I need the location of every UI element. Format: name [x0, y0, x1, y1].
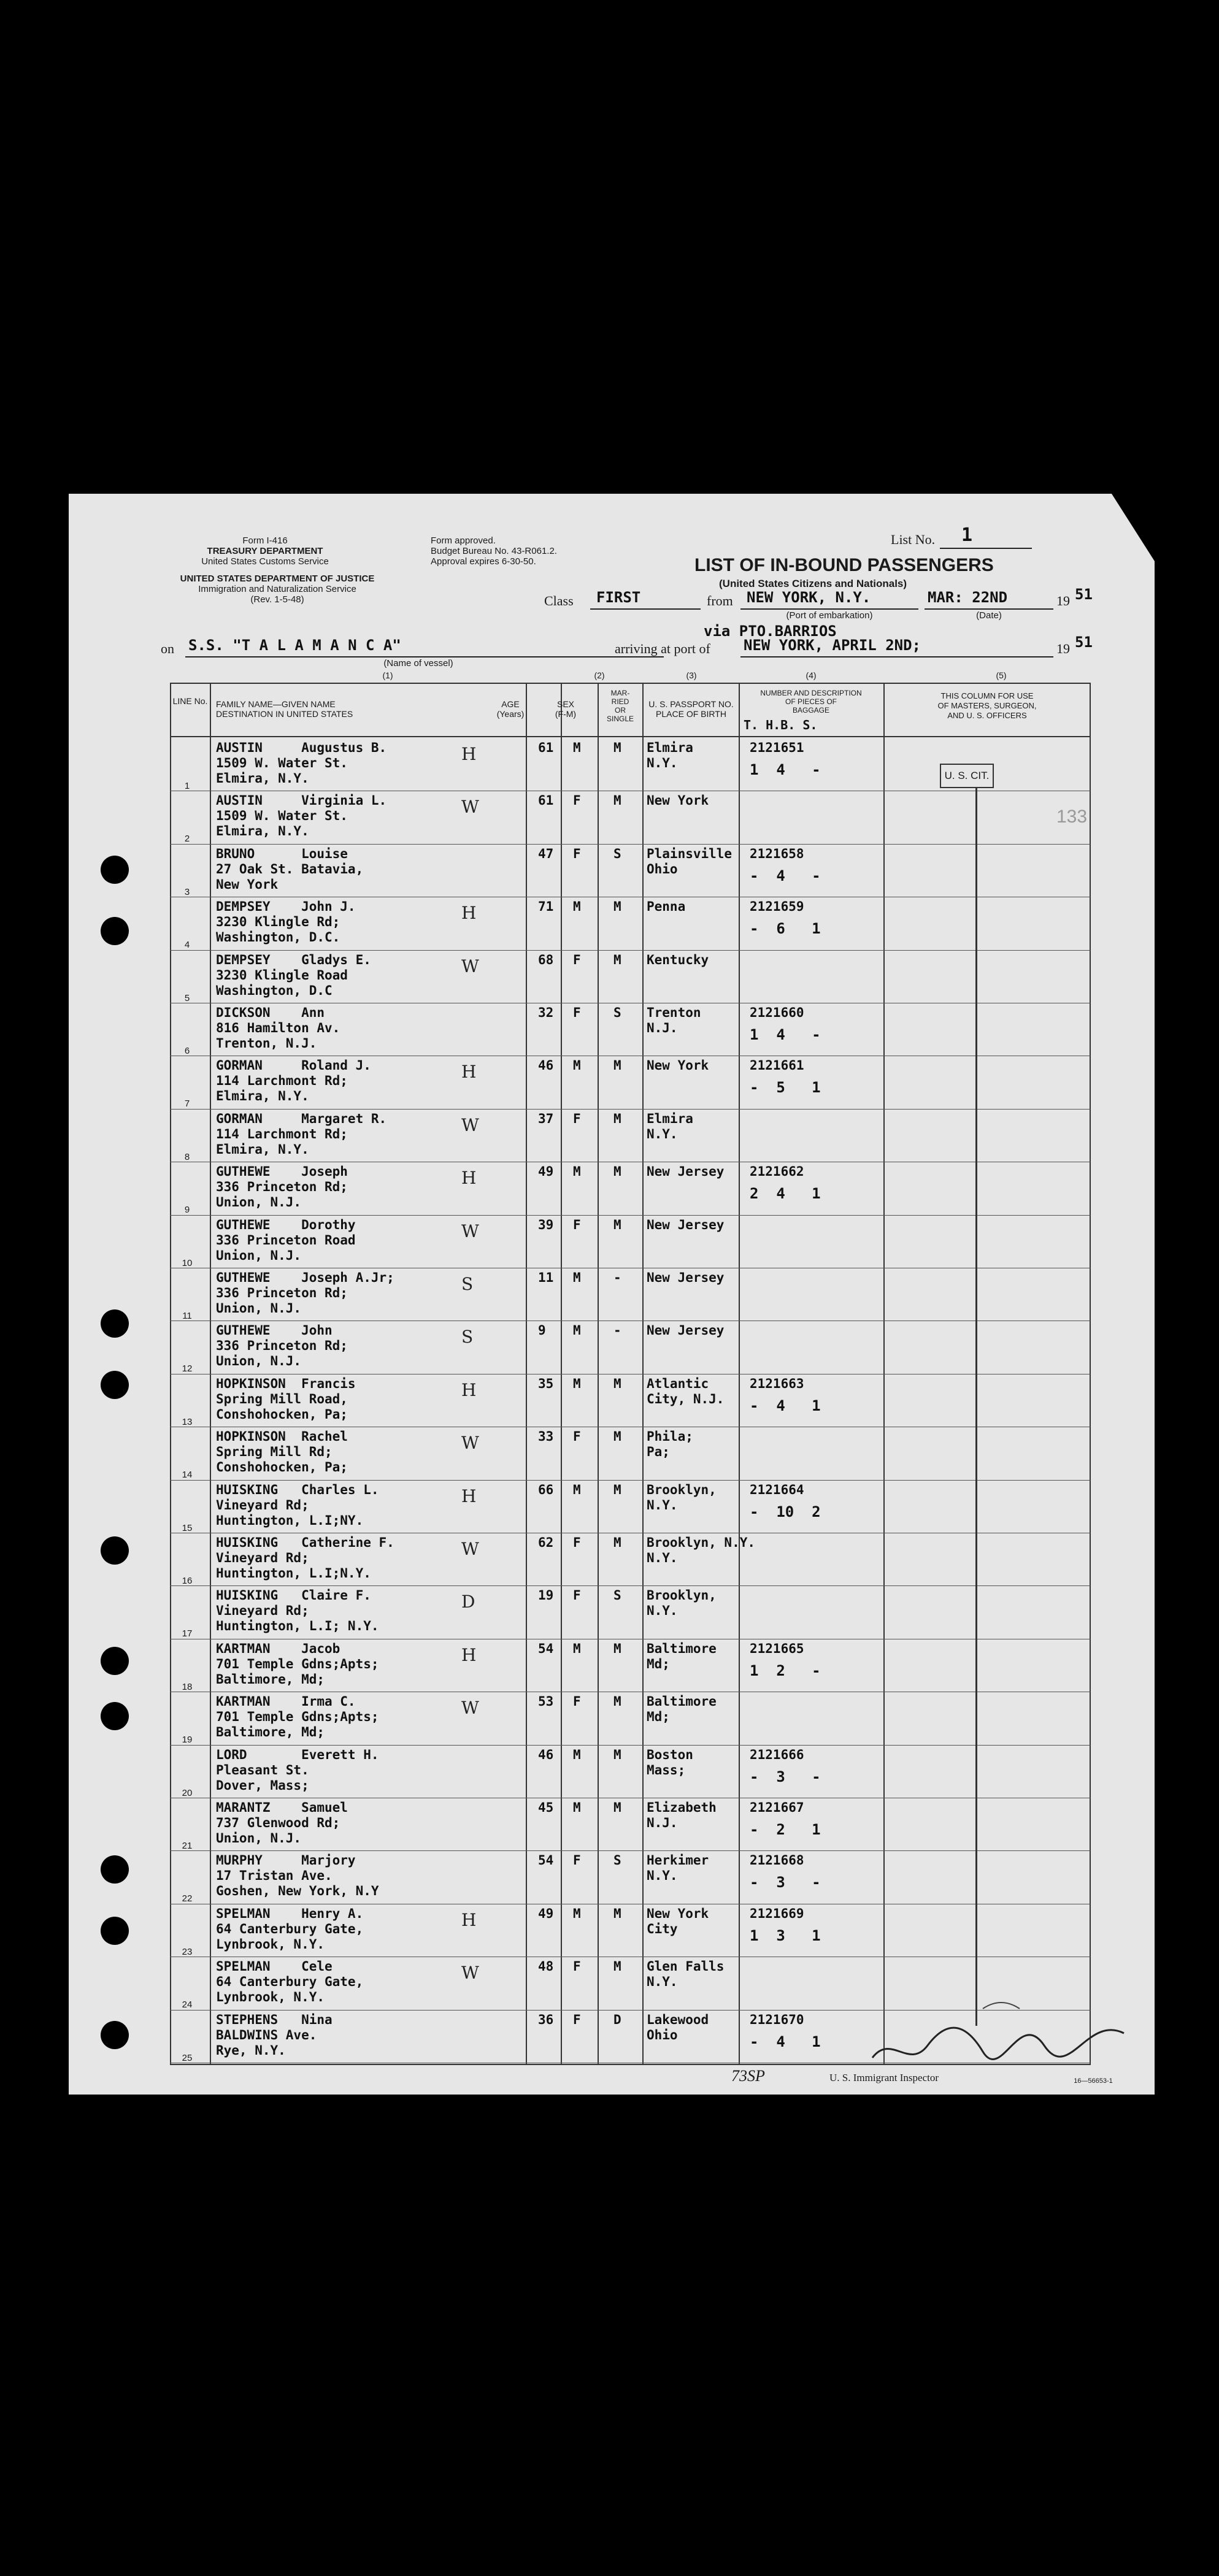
row-divider [170, 1585, 1090, 1586]
justice-dept: UNITED STATES DEPARTMENT OF JUSTICE [180, 573, 375, 584]
row-mark: W [461, 1539, 479, 1559]
date-caption: (Date) [976, 610, 1002, 621]
row-age: 68 [538, 952, 554, 967]
row-ms: M [613, 1164, 621, 1179]
date-underline [925, 608, 1053, 610]
baggage-letters: T. H.B. S. [744, 718, 818, 732]
revision: (Rev. 1-5-48) [250, 594, 304, 605]
row-bag: - 10 2 [750, 1503, 821, 1520]
row-pob: Brooklyn, N.Y. N.Y. [647, 1535, 756, 1565]
row-sex: F [573, 1111, 581, 1126]
punch-hole [101, 1536, 129, 1565]
row-line: 11 [182, 1311, 192, 1321]
row-age: 61 [538, 793, 554, 808]
punch-hole [101, 856, 129, 884]
row-bag: 2 4 1 [750, 1185, 821, 1203]
row-bag: - 3 - [750, 1768, 821, 1785]
footer-code: 16—56653-1 [1074, 2077, 1113, 2085]
row-bag: - 5 1 [750, 1079, 821, 1097]
row-line: 12 [182, 1363, 193, 1374]
row-ms: S [613, 1853, 621, 1868]
row-name: SPELMAN Henry A. 64 Canterbury Gate, Lynbrook, N.Y. [216, 1906, 364, 1952]
header-age: AGE (Years) [496, 699, 525, 719]
row-name: GORMAN Roland J. 114 Larchmont Rd; Elmira, N.Y. [216, 1058, 371, 1104]
row-pob: Baltimore Md; [647, 1641, 717, 1671]
row-age: 49 [538, 1906, 554, 1921]
row-sex: M [573, 1164, 581, 1179]
inspector-initials: 73SP [731, 2067, 765, 2085]
row-ms: - [613, 1270, 621, 1285]
row-line: 13 [182, 1416, 193, 1427]
list-no-value: 1 [961, 524, 973, 546]
col-num-5: (5) [996, 670, 1007, 680]
row-pp: 2121667 [750, 1800, 804, 1815]
list-no-underline [940, 548, 1032, 549]
row-bag: - 4 - [750, 867, 821, 884]
row-divider [170, 1215, 1090, 1216]
row-pob: Kentucky [647, 952, 709, 967]
year-prefix-2: 19 [1056, 641, 1070, 656]
row-pob: Atlantic City, N.J. [647, 1376, 725, 1406]
row-name: SPELMAN Cele 64 Canterbury Gate, Lynbrook, N.Y. [216, 1959, 364, 2005]
row-pob: Elizabeth N.J. [647, 1800, 717, 1830]
class-underline [590, 608, 701, 610]
row-line: 23 [182, 1946, 193, 1957]
manifest-page [69, 494, 1155, 2095]
row-name: GORMAN Margaret R. 114 Larchmont Rd; Elmira, N.Y. [216, 1111, 387, 1157]
page-stamp-number: 133 [1056, 807, 1088, 827]
row-name: GUTHEWE Dorothy 336 Princeton Road Union, N.J. [216, 1217, 356, 1263]
punch-hole [101, 1917, 129, 1945]
row-mark: S [461, 1274, 474, 1294]
departure-year: 51 [1075, 586, 1093, 603]
row-line: 25 [182, 2052, 193, 2063]
ins-service: Immigration and Naturalization Service [198, 584, 356, 594]
row-bag: - 2 1 [750, 1821, 821, 1838]
torn-corner [1112, 494, 1155, 561]
row-ms: M [613, 793, 621, 808]
row-line: 16 [182, 1576, 193, 1586]
row-line: 17 [182, 1628, 193, 1639]
row-name: HUISKING Charles L. Vineyard Rd; Huntington, L.I;NY. [216, 1482, 379, 1528]
row-age: 61 [538, 740, 554, 755]
form-approved: Form approved. [431, 535, 496, 546]
row-age: 48 [538, 1959, 554, 1974]
row-pob: Baltimore Md; [647, 1694, 717, 1725]
row-ms: M [613, 1376, 621, 1391]
vessel-caption: (Name of vessel) [383, 658, 453, 669]
row-mark: H [461, 903, 477, 924]
row-sex: F [573, 1535, 581, 1550]
row-pob: Elmira N.Y. [647, 1111, 693, 1141]
row-sex: F [573, 1005, 581, 1020]
row-bag: 1 2 - [750, 1662, 821, 1679]
row-pob: New Jersey [647, 1217, 725, 1232]
row-line: 22 [182, 1893, 193, 1904]
citizen-bracket-line [975, 787, 977, 2026]
row-age: 53 [538, 1694, 554, 1709]
row-bag: 1 4 - [750, 761, 821, 778]
form-number: Form I-416 [242, 535, 288, 546]
row-sex: M [573, 1641, 581, 1656]
row-pob: Plainsville Ohio [647, 846, 733, 876]
row-name: GUTHEWE Joseph A.Jr; 336 Princeton Rd; Union, N.J. [216, 1270, 394, 1316]
row-pob: Elmira N.Y. [647, 740, 693, 770]
page-subtitle: (United States Citizens and Nationals) [719, 578, 907, 589]
row-mark: H [461, 1644, 477, 1665]
row-divider [170, 1109, 1090, 1110]
row-mark: W [461, 1114, 479, 1135]
row-bag: 1 4 - [750, 1026, 821, 1043]
row-name: GUTHEWE Joseph 336 Princeton Rd; Union, N.J. [216, 1164, 348, 1210]
departure-date: MAR: 22ND [928, 589, 1008, 606]
vessel-underline [185, 656, 664, 657]
row-sex: F [573, 1694, 581, 1709]
header-passport: U. S. PASSPORT NO. PLACE OF BIRTH [648, 699, 734, 719]
row-ms: M [613, 1959, 621, 1974]
row-name: BRUNO Louise 27 Oak St. Batavia, New York [216, 846, 364, 892]
arriving-label: arriving at port of [615, 641, 710, 656]
row-ms: D [613, 2012, 621, 2027]
inspector-signature [866, 1984, 1142, 2076]
row-sex: M [573, 1800, 581, 1815]
row-name: GUTHEWE John 336 Princeton Rd; Union, N.J. [216, 1323, 348, 1369]
row-line: 1 [184, 781, 190, 791]
on-label: on [161, 641, 174, 656]
row-ms: M [613, 1800, 621, 1815]
row-name: DEMPSEY John J. 3230 Klingle Rd; Washington, D.C. [216, 899, 356, 945]
row-ms: - [613, 1323, 621, 1338]
row-sex: M [573, 1906, 581, 1921]
row-pob: Lakewood Ohio [647, 2012, 709, 2042]
row-name: HUISKING Catherine F. Vineyard Rd; Huntington, L.I;N.Y. [216, 1535, 394, 1581]
row-pp: 2121658 [750, 846, 804, 861]
header-bottom-border [170, 736, 1090, 737]
class-label: Class [544, 593, 574, 608]
row-line: 21 [182, 1841, 193, 1851]
header-remarks: THIS COLUMN FOR USE OF MASTERS, SURGEON, AND U. S. OFFICERS [937, 691, 1037, 720]
arrival-year: 51 [1075, 634, 1093, 651]
header-line-no: LINE No. [172, 696, 208, 706]
row-ms: M [613, 899, 621, 914]
row-mark: H [461, 1485, 477, 1506]
row-pob: Phila; Pa; [647, 1429, 693, 1460]
inspector-label: U. S. Immigrant Inspector [829, 2072, 939, 2083]
row-sex: M [573, 1058, 581, 1073]
row-pob: Glen Falls N.Y. [647, 1959, 725, 1990]
us-citizen-stamp: U. S. CIT. [940, 764, 994, 788]
punch-hole [101, 1309, 129, 1338]
row-mark: W [461, 956, 479, 976]
row-ms: M [613, 1906, 621, 1921]
row-line: 24 [182, 1999, 193, 2011]
row-sex: F [573, 1429, 581, 1444]
row-line: 5 [184, 992, 190, 1003]
row-ms: M [613, 952, 621, 967]
budget-bureau: Budget Bureau No. 43-R061.2. [431, 546, 557, 556]
from-underline [740, 608, 918, 610]
vessel-name: S.S. "T A L A M A N C A" [188, 637, 401, 654]
row-mark: H [461, 1909, 477, 1930]
row-pob: New York City [647, 1906, 709, 1936]
punch-hole [101, 1702, 129, 1730]
row-sex: M [573, 740, 581, 755]
row-sex: F [573, 1588, 581, 1603]
row-age: 66 [538, 1482, 554, 1497]
form-header-justice [155, 573, 400, 605]
row-name: HUISKING Claire F. Vineyard Rd; Huntington, L.I; N.Y. [216, 1588, 379, 1634]
row-age: 39 [538, 1217, 554, 1232]
row-name: STEPHENS Nina BALDWINS Ave. Rye, N.Y. [216, 2012, 333, 2058]
row-pp: 2121668 [750, 1853, 804, 1868]
list-no-label: List No. [891, 532, 936, 547]
row-mark: D [461, 1592, 475, 1612]
row-ms: M [613, 1217, 621, 1232]
arrival-underline [740, 656, 1053, 657]
row-ms: M [613, 1111, 621, 1126]
from-label: from [707, 593, 733, 608]
row-ms: M [613, 1747, 621, 1762]
col-num-2: (2) [594, 670, 605, 680]
row-divider [170, 950, 1090, 951]
row-age: 35 [538, 1376, 554, 1391]
row-divider [170, 1745, 1090, 1746]
row-pp: 2121663 [750, 1376, 804, 1391]
row-ms: M [613, 1429, 621, 1444]
row-age: 32 [538, 1005, 554, 1020]
row-sex: M [573, 1482, 581, 1497]
col-num-3: (3) [686, 670, 697, 680]
form-header-left [161, 535, 369, 567]
row-mark: W [461, 1433, 479, 1454]
row-name: KARTMAN Irma C. 701 Temple Gdns;Apts; Baltimore, Md; [216, 1694, 379, 1740]
row-line: 8 [184, 1151, 190, 1162]
approval-expires: Approval expires 6-30-50. [431, 556, 536, 567]
page-title: LIST OF IN-BOUND PASSENGERS [694, 555, 994, 575]
row-sex: F [573, 1217, 581, 1232]
row-age: 62 [538, 1535, 554, 1550]
row-bag: - 6 1 [750, 920, 821, 938]
row-ms: M [613, 740, 621, 755]
row-line: 10 [182, 1257, 193, 1268]
row-pp: 2121665 [750, 1641, 804, 1656]
punch-hole [101, 2021, 129, 2049]
row-divider [170, 844, 1090, 845]
row-mark: W [461, 1221, 479, 1241]
row-ms: S [613, 1005, 621, 1020]
row-name: AUSTIN Augustus B. 1509 W. Water St. Elmira, N.Y. [216, 740, 387, 786]
row-name: AUSTIN Virginia L. 1509 W. Water St. Elmira, N.Y. [216, 793, 387, 839]
row-sex: F [573, 1959, 581, 1974]
row-line: 20 [182, 1787, 193, 1798]
port-caption: (Port of embarkation) [786, 610, 873, 621]
row-age: 71 [538, 899, 554, 914]
row-age: 47 [538, 846, 554, 861]
row-sex: M [573, 1323, 581, 1338]
table-top-border [170, 683, 1090, 684]
row-sex: F [573, 2012, 581, 2027]
col-num-1: (1) [382, 670, 393, 680]
row-mark: H [461, 744, 477, 764]
via-port: via PTO.BARRIOS [704, 623, 837, 640]
row-line: 9 [184, 1205, 190, 1216]
row-mark: S [461, 1327, 474, 1347]
row-sex: M [573, 1747, 581, 1762]
row-pob: New Jersey [647, 1323, 725, 1338]
row-pp: 2121664 [750, 1482, 804, 1497]
row-sex: M [573, 1376, 581, 1391]
row-pp: 2121662 [750, 1164, 804, 1179]
row-line: 15 [182, 1522, 193, 1533]
row-mark: W [461, 797, 479, 818]
row-sex: M [573, 899, 581, 914]
row-line: 3 [184, 886, 190, 897]
row-line: 7 [184, 1098, 190, 1110]
row-pp: 2121659 [750, 899, 804, 914]
row-pp: 2121661 [750, 1058, 804, 1073]
punch-hole [101, 1855, 129, 1884]
row-sex: F [573, 793, 581, 808]
row-age: 54 [538, 1641, 554, 1656]
punch-hole [101, 917, 129, 945]
row-pob: New Jersey [647, 1270, 725, 1285]
from-value: NEW YORK, N.Y. [747, 589, 871, 606]
row-sex: F [573, 952, 581, 967]
row-name: LORD Everett H. Pleasant St. Dover, Mass; [216, 1747, 379, 1793]
row-age: 37 [538, 1111, 554, 1126]
header-married: MAR- RIED OR SINGLE [606, 689, 634, 723]
row-pp: 2121670 [750, 2012, 804, 2027]
row-age: 9 [538, 1323, 546, 1338]
row-line: 18 [182, 1681, 193, 1692]
row-name: DEMPSEY Gladys E. 3230 Klingle Road Washington, D.C [216, 952, 371, 998]
row-age: 11 [538, 1270, 554, 1285]
row-divider [170, 1850, 1090, 1851]
row-ms: M [613, 1694, 621, 1709]
row-line: 6 [184, 1046, 190, 1056]
year-prefix: 19 [1056, 593, 1070, 608]
treasury-dept: TREASURY DEPARTMENT [207, 546, 323, 556]
row-ms: M [613, 1641, 621, 1656]
row-ms: M [613, 1535, 621, 1550]
row-pp: 2121660 [750, 1005, 804, 1020]
row-line: 2 [184, 834, 190, 845]
row-divider [170, 1480, 1090, 1481]
row-ms: S [613, 1588, 621, 1603]
row-bag: 1 3 1 [750, 1926, 821, 1944]
row-name: MARANTZ Samuel 737 Glenwood Rd; Union, N.J. [216, 1800, 348, 1846]
punch-hole [101, 1647, 129, 1675]
row-mark: H [461, 1379, 477, 1400]
col-num-4: (4) [806, 670, 817, 680]
header-baggage: NUMBER AND DESCRIPTION OF PIECES OF BAGGAGE [760, 689, 862, 715]
row-age: 46 [538, 1747, 554, 1762]
row-pp: 2121651 [750, 740, 804, 755]
row-mark: H [461, 1168, 477, 1189]
customs-service: United States Customs Service [201, 556, 329, 567]
row-line: 14 [182, 1470, 193, 1481]
row-pp: 2121669 [750, 1906, 804, 1921]
row-age: 49 [538, 1164, 554, 1179]
row-sex: M [573, 1270, 581, 1285]
row-pob: New Jersey [647, 1164, 725, 1179]
row-name: HOPKINSON Francis Spring Mill Road, Conshohocken, Pa; [216, 1376, 356, 1422]
budget-block [431, 535, 590, 567]
row-age: 36 [538, 2012, 554, 2027]
row-mark: W [461, 1698, 479, 1719]
row-name: MURPHY Marjory 17 Tristan Ave. Goshen, New York, N.Y [216, 1853, 379, 1899]
row-age: 54 [538, 1853, 554, 1868]
row-pp: 2121666 [750, 1747, 804, 1762]
row-pob: Herkimer N.Y. [647, 1853, 709, 1884]
row-sex: F [573, 846, 581, 861]
row-name: HOPKINSON Rachel Spring Mill Rd; Conshohocken, Pa; [216, 1429, 348, 1475]
row-pob: Brooklyn, N.Y. [647, 1482, 717, 1512]
row-ms: S [613, 846, 621, 861]
row-sex: F [573, 1853, 581, 1868]
row-ms: M [613, 1482, 621, 1497]
row-name: DICKSON Ann 816 Hamilton Av. Trenton, N.J. [216, 1005, 340, 1051]
arrival-port-date: NEW YORK, APRIL 2ND; [744, 637, 921, 654]
header-name: FAMILY NAME—GIVEN NAME DESTINATION IN UNITED STATES [216, 699, 353, 719]
row-pob: New York [647, 793, 709, 808]
punch-hole [101, 1371, 129, 1399]
row-bag: - 3 - [750, 1874, 821, 1892]
header-sex: SEX (F-M) [555, 699, 577, 719]
row-age: 45 [538, 1800, 554, 1815]
row-pob: New York [647, 1058, 709, 1073]
row-mark: W [461, 1963, 479, 1984]
row-bag: - 4 1 [750, 2033, 821, 2050]
row-mark: H [461, 1062, 477, 1083]
row-age: 33 [538, 1429, 554, 1444]
row-age: 46 [538, 1058, 554, 1073]
row-ms: M [613, 1058, 621, 1073]
row-bag: - 4 1 [750, 1397, 821, 1414]
row-age: 19 [538, 1588, 554, 1603]
class-value: FIRST [596, 589, 641, 606]
row-pob: Trenton N.J. [647, 1005, 701, 1035]
row-pob: Boston Mass; [647, 1747, 693, 1777]
row-pob: Penna [647, 899, 686, 914]
row-line: 19 [182, 1735, 193, 1746]
row-line: 4 [184, 940, 190, 951]
row-name: KARTMAN Jacob 701 Temple Gdns;Apts; Baltimore, Md; [216, 1641, 379, 1687]
row-pob: Brooklyn, N.Y. [647, 1588, 717, 1619]
